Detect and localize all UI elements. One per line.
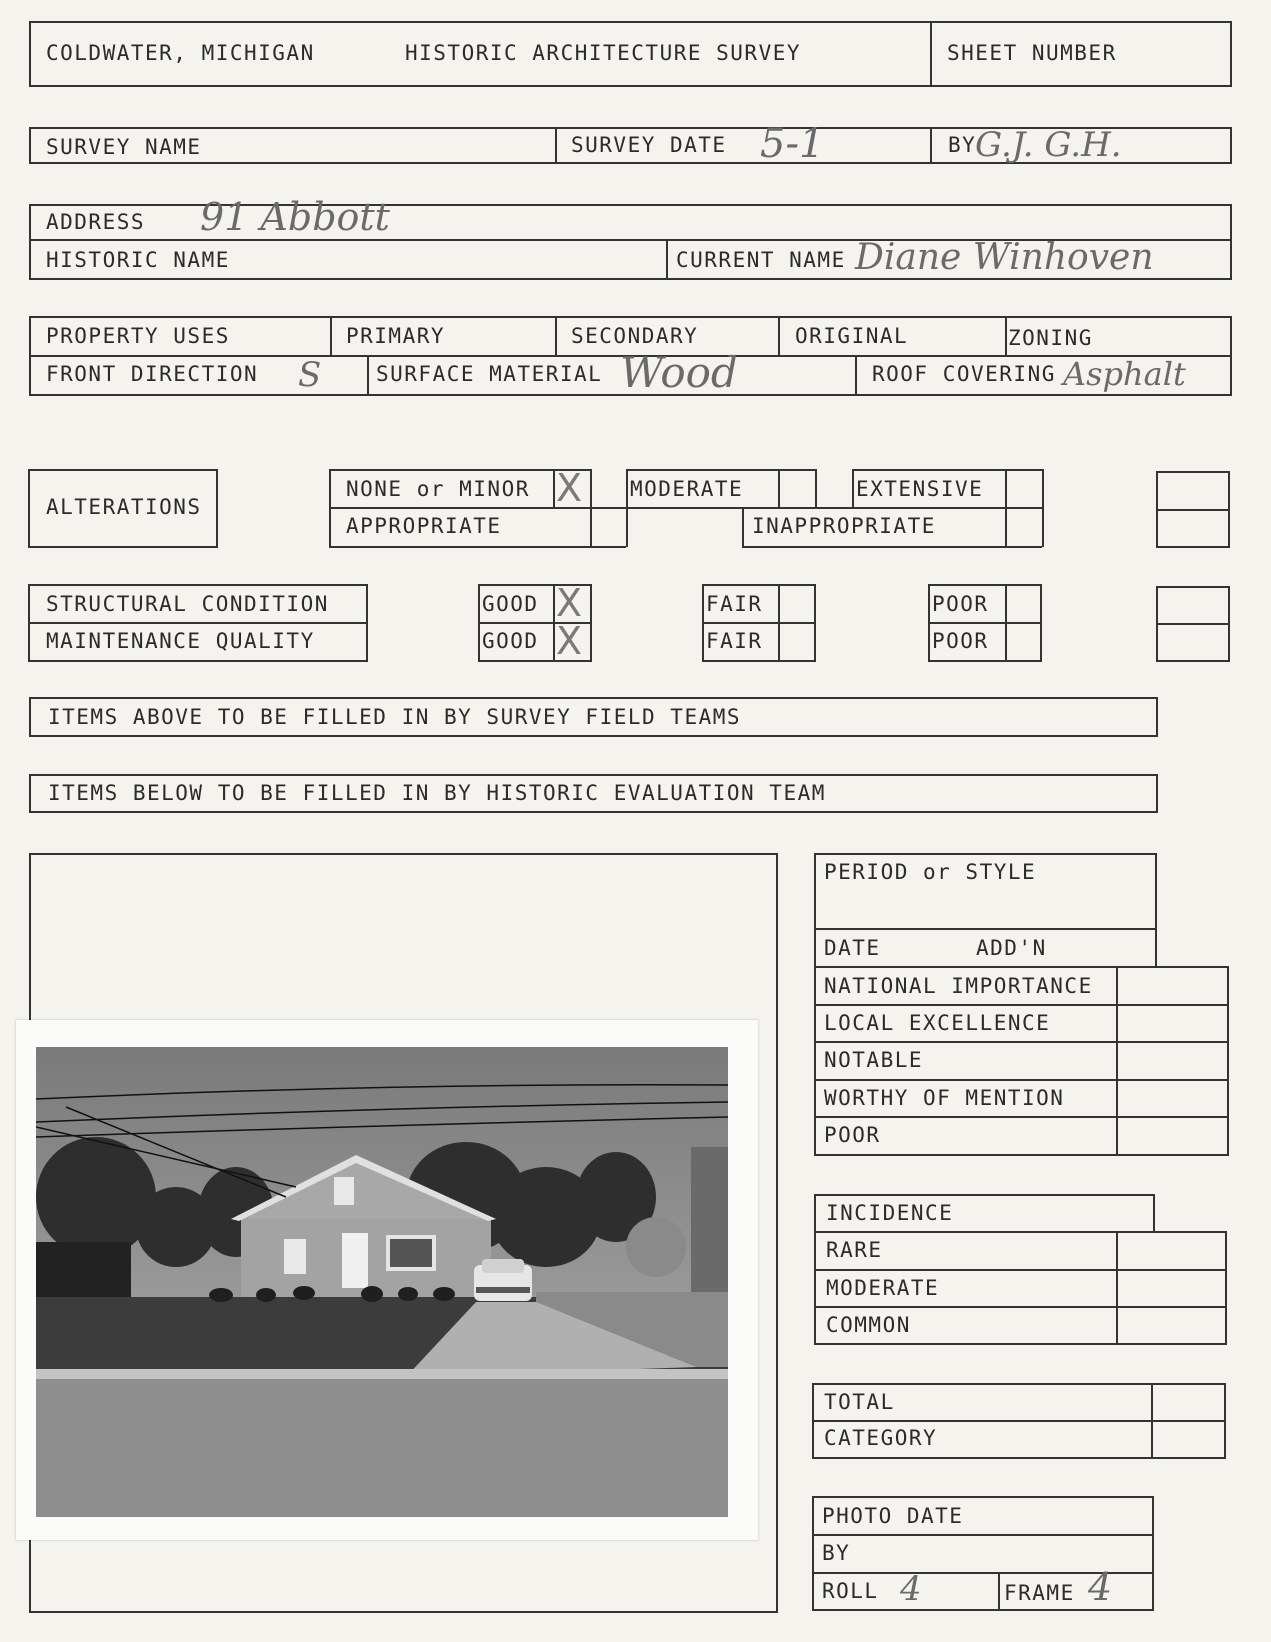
neighbor-house	[691, 1147, 728, 1297]
secondary-label: SECONDARY	[571, 324, 699, 348]
attached-photograph	[16, 1020, 758, 1540]
parked-car	[474, 1259, 532, 1301]
note-below: ITEMS BELOW TO BE FILLED IN BY HISTORIC EVALUATION TEAM	[48, 781, 826, 805]
period-style-label: PERIOD or STYLE	[824, 860, 1037, 884]
note-below-left	[29, 774, 31, 812]
total-div	[1151, 1383, 1153, 1459]
current-name-value: Diane Winhoven	[855, 237, 1154, 278]
condition-side-mid	[1156, 623, 1230, 625]
front-direction-label: FRONT DIRECTION	[46, 362, 259, 386]
zoning-label: ZONING	[1008, 326, 1093, 350]
total-mid	[812, 1420, 1226, 1422]
inc-line-2	[814, 1269, 1227, 1271]
date-label: DATE	[824, 936, 881, 960]
structural-condition-label: STRUCTURAL CONDITION	[46, 592, 329, 616]
good-structural-mark: X	[556, 581, 583, 625]
eval-line-1	[814, 928, 1157, 930]
poor-eval-label: POOR	[824, 1123, 881, 1147]
historic-name-label: HISTORIC NAME	[46, 248, 230, 272]
eval-line-3	[814, 1004, 1229, 1006]
extensive-label: EXTENSIVE	[856, 477, 984, 501]
roll-value: 4	[900, 1569, 922, 1609]
inc-top	[814, 1194, 1155, 1196]
property-div-b	[555, 316, 557, 356]
note-above-right	[1156, 697, 1158, 736]
city-label: COLDWATER, MICHIGAN	[46, 41, 315, 65]
survey-row-right	[1230, 127, 1232, 163]
eval-score-col	[1116, 966, 1118, 1155]
good-maintenance-label: GOOD	[482, 629, 539, 653]
moderate-alt-label: MODERATE	[630, 477, 744, 501]
none-or-minor-mark: X	[556, 466, 583, 510]
surface-material-label: SURFACE MATERIAL	[376, 362, 603, 386]
eval-top	[814, 853, 1157, 855]
note-above-top	[29, 697, 1158, 699]
good-structural-label: GOOD	[482, 592, 539, 616]
national-importance-label: NATIONAL IMPORTANCE	[824, 974, 1093, 998]
alt-v5	[778, 469, 780, 508]
primary-label: PRIMARY	[346, 324, 446, 348]
property-uses-label: PROPERTY USES	[46, 324, 230, 348]
survey-date-value: 5-1	[760, 121, 825, 167]
alt-top-a	[329, 469, 591, 471]
original-label: ORIGINAL	[795, 324, 909, 348]
header-divider	[930, 21, 932, 87]
photo-by-label: BY	[822, 1541, 851, 1565]
address-bottom	[29, 278, 1232, 280]
photo-frame-bottom	[29, 1611, 777, 1613]
eval-right-lower	[1227, 966, 1229, 1155]
notable-label: NOTABLE	[824, 1048, 924, 1072]
alt-top-c	[852, 469, 1042, 471]
addn-label: ADD'N	[976, 936, 1047, 960]
total-label: TOTAL	[824, 1390, 895, 1414]
address-left	[29, 204, 31, 279]
inappropriate-label: INAPPROPRIATE	[752, 514, 936, 538]
alterations-side-mid	[1156, 509, 1230, 511]
roof-covering-label: ROOF COVERING	[872, 362, 1056, 386]
curb	[36, 1369, 728, 1379]
eval-right-upper	[1155, 853, 1157, 967]
frame-label: FRAME	[1004, 1581, 1075, 1605]
incidence-label: INCIDENCE	[826, 1201, 954, 1225]
inc-right-upper	[1153, 1194, 1155, 1232]
address-div	[666, 239, 668, 279]
photo-date-label: PHOTO DATE	[822, 1504, 964, 1528]
surface-material-value: Wood	[620, 348, 738, 397]
survey-row-div1	[555, 127, 557, 163]
category-label: CATEGORY	[824, 1426, 938, 1450]
property-top	[29, 316, 1232, 318]
poor-mid	[928, 622, 1042, 624]
address-right	[1230, 204, 1232, 279]
alt-v2	[553, 469, 555, 508]
roll-label: ROLL	[822, 1579, 879, 1603]
alt-v10	[1042, 469, 1044, 547]
poor-structural-label: POOR	[932, 592, 989, 616]
survey-row-left	[29, 127, 31, 163]
note-below-bottom	[29, 811, 1158, 813]
alt-top-b	[626, 469, 816, 471]
eval-bottom	[814, 1154, 1229, 1156]
survey-date-label: SURVEY DATE	[571, 133, 727, 157]
alt-bottom-b	[742, 546, 1042, 548]
roof-covering-value: Asphalt	[1063, 355, 1186, 393]
poor-maintenance-label: POOR	[932, 629, 989, 653]
photo-info-line-1	[812, 1534, 1154, 1536]
maintenance-quality-label: MAINTENANCE QUALITY	[46, 629, 315, 653]
alt-v8	[742, 507, 744, 547]
front-direction-value: S	[298, 355, 322, 395]
moderate-inc-label: MODERATE	[826, 1276, 940, 1300]
photo-frame-right	[776, 853, 778, 1613]
by-value: G.J. G.H.	[975, 125, 1122, 165]
condition-mid	[28, 622, 368, 624]
worthy-of-mention-label: WORTHY OF MENTION	[824, 1086, 1065, 1110]
rare-label: RARE	[826, 1238, 883, 1262]
house-photo	[36, 1047, 728, 1517]
alt-v3	[590, 469, 592, 547]
property-div-f	[855, 355, 857, 395]
property-div-d	[1005, 316, 1007, 356]
survey-name-label: SURVEY NAME	[46, 135, 202, 159]
alt-v7	[852, 469, 854, 508]
inc-right-lower	[1225, 1231, 1227, 1345]
good-div	[553, 584, 555, 662]
eval-line-6	[814, 1116, 1229, 1118]
fair-maintenance-label: FAIR	[706, 629, 763, 653]
eval-line-4	[814, 1041, 1229, 1043]
alt-v4	[626, 469, 628, 547]
property-div-c	[778, 316, 780, 356]
alt-bottom-a	[329, 546, 626, 548]
property-right	[1230, 316, 1232, 395]
alt-mid	[329, 507, 1042, 509]
survey-title: HISTORIC ARCHITECTURE SURVEY	[405, 41, 802, 65]
appropriate-label: APPROPRIATE	[346, 514, 502, 538]
road	[36, 1377, 728, 1517]
fair-structural-label: FAIR	[706, 592, 763, 616]
alt-v1	[329, 469, 331, 547]
frame-value: 4	[1088, 1565, 1113, 1609]
sheet-number-label: SHEET NUMBER	[947, 41, 1117, 65]
inc-bottom	[814, 1343, 1227, 1345]
none-or-minor-label: NONE or MINOR	[346, 477, 530, 501]
local-excellence-label: LOCAL EXCELLENCE	[824, 1011, 1051, 1035]
note-above-bottom	[29, 735, 1158, 737]
property-div-e	[367, 355, 369, 395]
photo-frame-top	[29, 853, 777, 855]
inc-score-col	[1116, 1231, 1118, 1345]
note-above: ITEMS ABOVE TO BE FILLED IN BY SURVEY FIELD TEAMS	[48, 705, 742, 729]
eval-line-5	[814, 1079, 1229, 1081]
by-label: BY	[948, 133, 977, 157]
eval-line-2	[814, 966, 1229, 968]
alterations-label: ALTERATIONS	[46, 495, 202, 519]
current-name-label: CURRENT NAME	[676, 248, 846, 272]
address-value: 91 Abbott	[200, 195, 390, 239]
poor-div	[1005, 584, 1007, 662]
property-div-a	[330, 316, 332, 356]
good-maintenance-mark: X	[556, 619, 583, 663]
photo-info-div	[998, 1572, 1000, 1611]
property-left	[29, 316, 31, 395]
common-label: COMMON	[826, 1313, 911, 1337]
inc-line-3	[814, 1306, 1227, 1308]
alt-v9	[1005, 469, 1007, 547]
fair-div	[778, 584, 780, 662]
address-label: ADDRESS	[46, 210, 146, 234]
fair-mid	[702, 622, 816, 624]
note-below-right	[1156, 774, 1158, 812]
alt-v6	[815, 469, 817, 508]
note-above-left	[29, 697, 31, 736]
note-below-top	[29, 774, 1158, 776]
inc-line-1	[814, 1231, 1227, 1233]
survey-row-div2	[930, 127, 932, 163]
